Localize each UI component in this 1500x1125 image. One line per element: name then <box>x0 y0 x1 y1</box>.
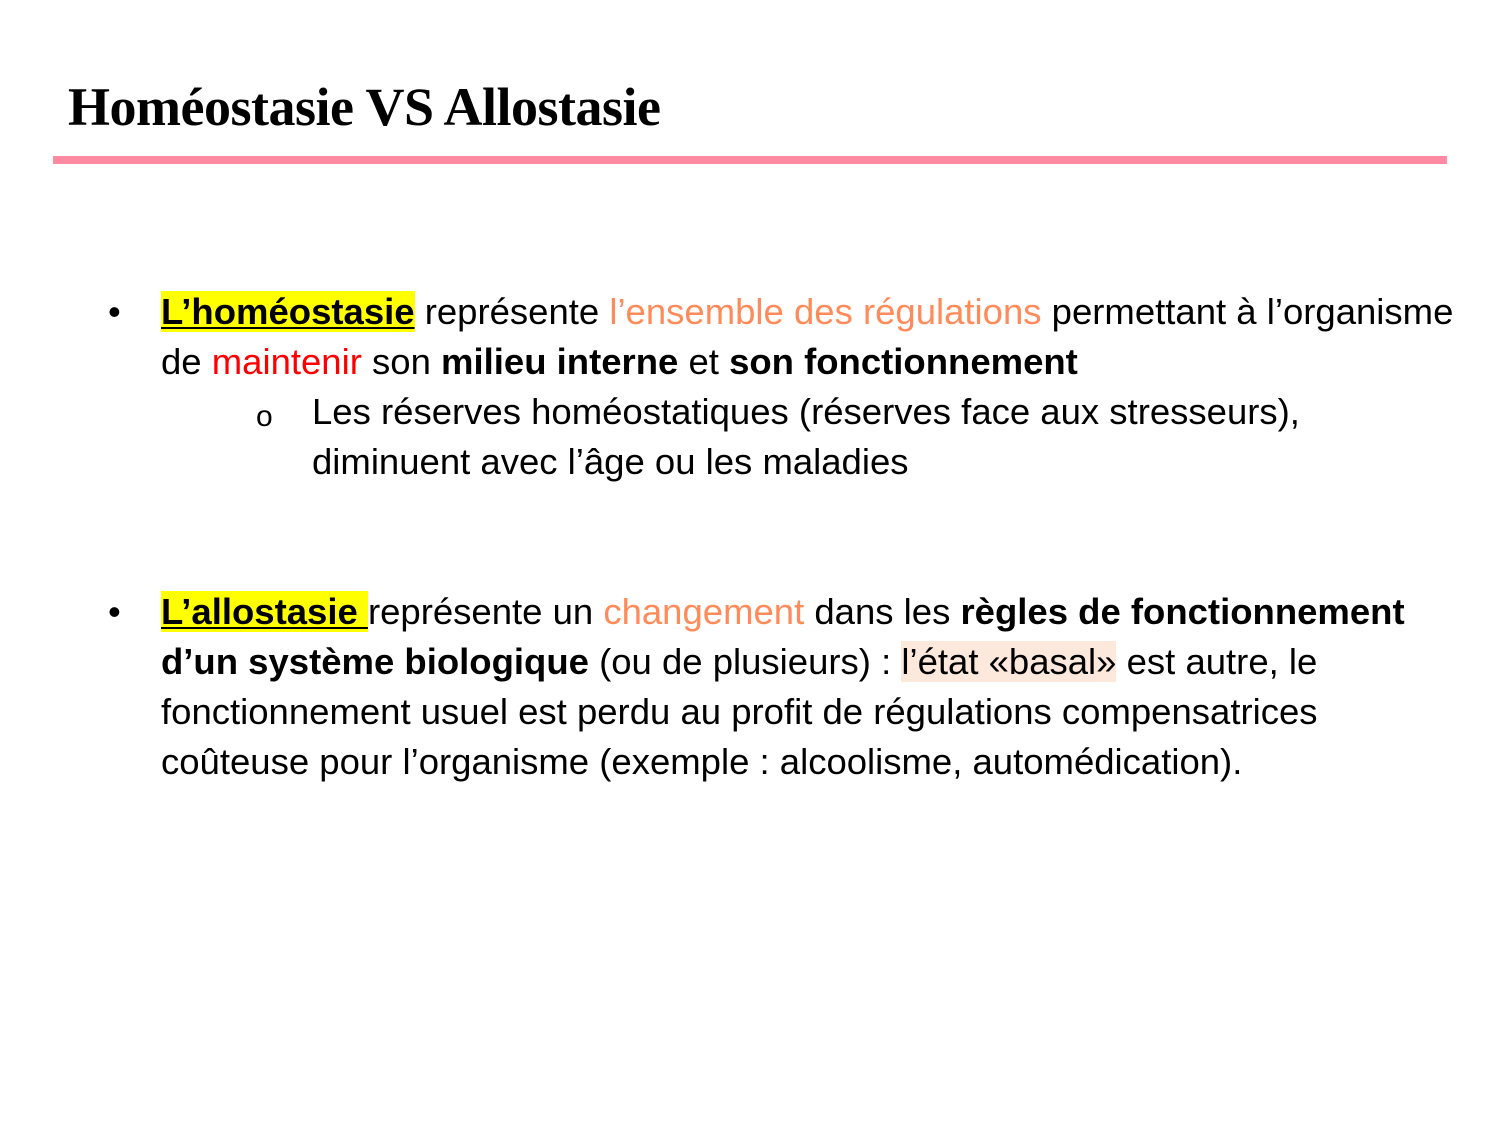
highlight-changement: changement <box>603 591 805 632</box>
text-segment: représente un <box>367 591 604 632</box>
highlight-maintenir: maintenir <box>211 341 362 382</box>
homeostatic-reserves-subpoint: Les réserves homéostatiques (réserves face aux stresseurs), diminuent avec l’âge ou les maladies <box>312 391 1300 482</box>
text-segment: est autre, le fonctionnement usuel est perdu au profit de régulations compensatrices coûteuse pour l’organisme (exemple : alcoolisme, automédication). <box>161 641 1318 782</box>
text-segment: son <box>361 341 442 382</box>
highlight-etat-basal: l’état «basal» <box>901 641 1117 682</box>
term-homeostasis: L’homéostasie <box>161 291 415 332</box>
term-allostasis: L’allostasie <box>161 591 368 632</box>
sub-bullet-marker: o <box>256 400 273 433</box>
homeostasis-paragraph <box>161 287 1461 387</box>
bullet-marker: • <box>108 591 121 632</box>
bold-milieu-interne: milieu interne <box>441 341 679 382</box>
bold-son-fonctionnement: son fonctionnement <box>729 341 1078 382</box>
bullet-marker: • <box>108 291 121 332</box>
bold-regles-de-fonctionnement: règles de fonctionnement d’un système biologique <box>161 591 1405 682</box>
title-underline-rule <box>53 156 1447 164</box>
slide-title: Homéostasie VS Allostasie <box>68 77 661 137</box>
text-segment: permettant à l’organisme de <box>161 291 1454 382</box>
text-segment: représente <box>414 291 610 332</box>
text-segment: (ou de plusieurs) : <box>588 641 902 682</box>
allostasis-paragraph <box>161 587 1441 787</box>
text-segment: et <box>678 341 730 382</box>
highlight-regulations: l’ensemble des régulations <box>609 291 1042 332</box>
text-segment: dans les <box>804 591 961 632</box>
